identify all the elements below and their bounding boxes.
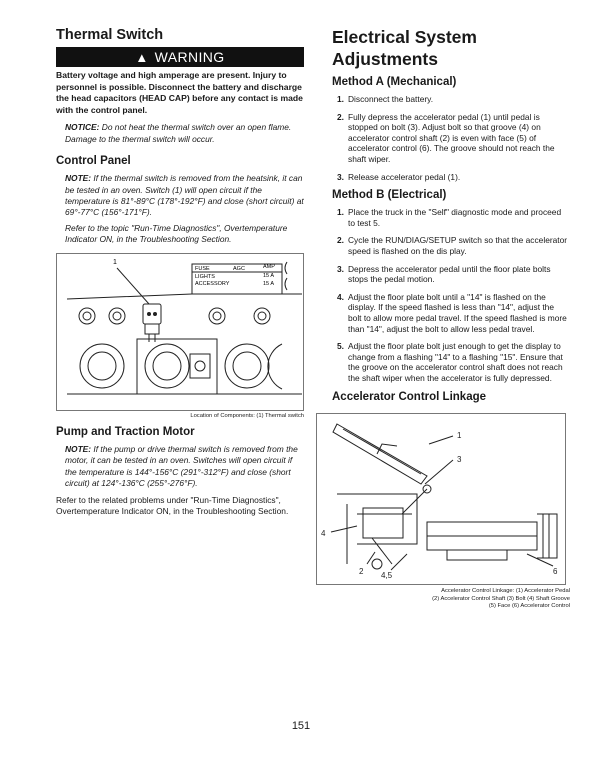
method-b-heading: Method B (Electrical) (332, 189, 447, 202)
warning-text: Battery voltage and high amperage are present. Injury to personnel is possible. Disconnect the battery and discharge the head capacitors (HEAD CAP) before any contact is made with the control panel. (56, 70, 303, 115)
linkage-caption (332, 588, 570, 610)
step-number: 3. (337, 171, 344, 182)
step-text: Place the truck in the "Self" diagnostic mode and proceed to test 5. (348, 207, 562, 228)
linkage-callout-4-5: 4,5 (381, 571, 393, 581)
method-a-step-1 (332, 94, 568, 105)
page-number: 151 (291, 720, 311, 732)
pump-motor-heading: Pump and Traction Motor (56, 426, 195, 439)
pump-motor-note (56, 444, 304, 490)
electrical-adjustments-heading: Electrical System Adjustments (332, 27, 477, 69)
method-b-step-5 (332, 341, 568, 383)
step-number: 1. (337, 207, 344, 218)
notice-label: NOTICE: (65, 122, 100, 133)
step-text: Release accelerator pedal (1). (348, 171, 461, 182)
warning-label: WARNING (154, 49, 225, 65)
control-panel-note (56, 173, 304, 219)
amp-label: AMP (263, 263, 275, 270)
warning-banner (56, 47, 304, 67)
pump-note-text: If the pump or drive thermal switch is removed from the motor, it can be tested in an oven. Switches will open circuit if the temperature is 144°-156°C (291°-312°F) and close (short circuit) at 124°-136°C (255°-276°F). (65, 444, 298, 489)
control-panel-caption: Location of Components: (1) Thermal switch (190, 412, 304, 419)
step-text: Cycle the RUN/DIAG/SETUP switch so that the accelerator speed is flashed on the dis play. (348, 235, 568, 256)
method-a-step-3 (332, 172, 568, 183)
fuse-label: FUSE (195, 265, 210, 272)
notice-text: Do not heat the thermal switch over an open flame. Damage to the thermal switch will occur. (65, 122, 292, 144)
method-b-step-4 (332, 292, 568, 334)
method-b-step-1 (332, 207, 568, 228)
control-panel-figure (56, 253, 304, 411)
step-number: 2. (337, 235, 344, 246)
control-note-label: NOTE: (65, 173, 92, 184)
step-text: Disconnect the battery. (348, 94, 434, 104)
control-panel-drawing (57, 254, 303, 410)
linkage-callout-2: 2 (359, 567, 364, 577)
linkage-callout-3: 3 (457, 455, 462, 465)
thermal-notice (56, 122, 304, 145)
step-text: Adjust the floor plate bolt until a "14" is flashed on the display. If the speed flashed is less than "14", adjust the bolt to allow more pedal travel. If the speed flashed is more than "14", adjust the bolt to allow less pedal travel. (348, 291, 567, 334)
step-text: Depress the accelerator pedal until the floor plate bolts stops the pedal motion. (348, 263, 551, 285)
thermal-switch-heading: Thermal Switch (56, 27, 164, 43)
accessory-label: ACCESSORY (195, 280, 230, 287)
step-number: 1. (337, 94, 344, 104)
linkage-caption-line-2: (2) Accelerator Control Shaft (3) Bolt (4) Shaft Groove (432, 595, 570, 602)
left-column (56, 26, 304, 517)
linkage-heading: Accelerator Control Linkage (332, 391, 487, 404)
linkage-callout-4: 4 (321, 529, 326, 539)
control-panel-heading: Control Panel (56, 155, 131, 168)
step-number: 3. (337, 263, 344, 274)
linkage-figure (316, 413, 566, 585)
agc-label: AGC (233, 265, 245, 272)
step-number: 2. (337, 111, 344, 122)
amp-value-2: 15 A (263, 280, 275, 287)
method-a-heading: Method A (Mechanical) (332, 76, 457, 88)
right-column (321, 26, 570, 611)
pump-motor-refer: Refer to the related problems under "Run-Time Diagnostics", Overtemperature Indicator ON, in the Troubleshooting Section. (56, 494, 289, 517)
pump-note-label: NOTE: (65, 444, 92, 455)
linkage-callout-1: 1 (457, 431, 462, 441)
step-text: Fully depress the accelerator pedal (1) until pedal is stopped on bolt (3). Adjust bolt so that groove (4) on accelerator control shaft (2) is even with face (5) of accelerator control (6). The groove should not reach the shaft wiper. (348, 111, 555, 164)
amp-value-1: 15 A (263, 272, 275, 279)
figure-callout-1: 1 (113, 258, 117, 266)
control-note-text: If the thermal switch is removed from the heatsink, it can be tested in an oven. Switch (1) will open circuit if the temperature is 81°-89°C (178°-192°F) and close (short circuit) at 69°-77°C (156°-171°F). (65, 173, 304, 218)
linkage-drawing (317, 414, 565, 584)
step-text: Adjust the floor plate bolt just enough to get the display to change from a flashing "14" to a flashing "15". Ensure that the groove on the accelerator control shaft does not reach the shaft wiper when the accelerator is fully depressed. (348, 341, 563, 383)
lights-label: LIGHTS (195, 273, 215, 280)
method-b-step-2 (332, 235, 568, 256)
linkage-caption-line-1: Accelerator Control Linkage: (1) Accelerator Pedal (441, 588, 570, 595)
control-panel-refer: Refer to the topic "Run-Time Diagnostics", Overtemperature Indicator ON, in the Troubleshooting Section. (65, 222, 288, 245)
linkage-callout-6: 6 (553, 567, 558, 577)
step-number: 5. (337, 341, 344, 352)
method-b-steps (332, 207, 568, 383)
step-number: 4. (337, 291, 344, 302)
warning-triangle-icon: ▲ (135, 49, 149, 65)
method-a-step-2 (332, 112, 568, 165)
linkage-caption-line-3: (5) Face (6) Accelerator Control (488, 603, 570, 610)
method-a-steps (332, 94, 568, 182)
method-b-step-3 (332, 264, 568, 285)
